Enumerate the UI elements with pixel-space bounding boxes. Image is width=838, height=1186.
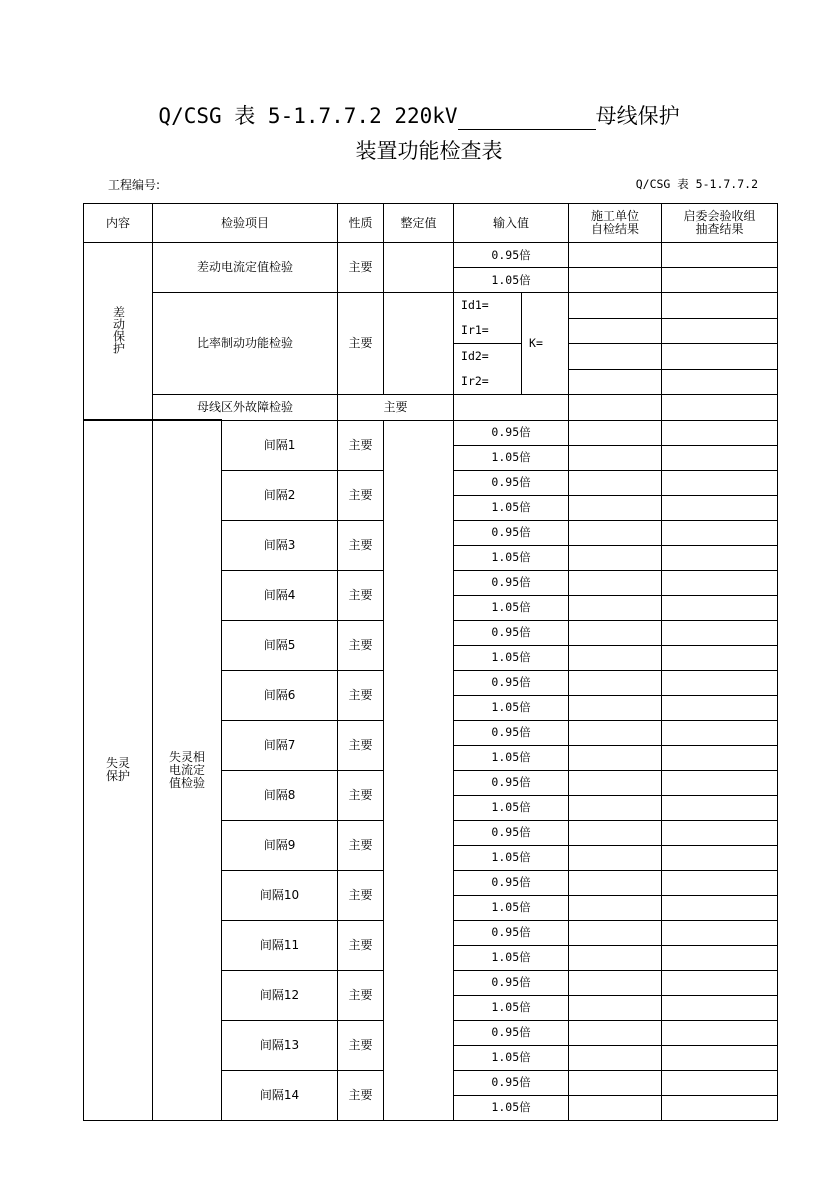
table-row	[84, 204, 778, 243]
ir2-label: Ir2=	[461, 374, 489, 388]
self-check-result-cell[interactable]	[569, 720, 662, 745]
table-row	[84, 293, 778, 319]
input-k: K=	[522, 293, 569, 395]
nature-cell: 主要	[338, 1020, 384, 1070]
self-check-result-cell[interactable]	[569, 695, 662, 720]
header-nature: 性质	[338, 204, 384, 243]
self-check-result-cell[interactable]	[569, 318, 662, 344]
setting-cell[interactable]	[384, 293, 454, 395]
self-check-result-cell[interactable]	[569, 344, 662, 370]
acceptance-result-cell[interactable]	[662, 495, 778, 520]
input-105: 1.05倍	[454, 895, 569, 920]
nature-cell: 主要	[338, 920, 384, 970]
nature-cell: 主要	[338, 243, 384, 293]
input-095: 0.95倍	[454, 820, 569, 845]
acceptance-result-cell[interactable]	[662, 445, 778, 470]
acceptance-result-cell[interactable]	[662, 820, 778, 845]
acceptance-result-cell[interactable]	[662, 1020, 778, 1045]
self-check-result-cell[interactable]	[569, 445, 662, 470]
nature-cell: 主要	[338, 970, 384, 1020]
input-id2-ir2	[454, 344, 522, 395]
header-self-check-text: 施工单位自检结果	[591, 209, 640, 236]
setting-cell[interactable]	[384, 420, 454, 1120]
acceptance-result-cell[interactable]	[662, 1070, 778, 1095]
self-check-result-cell[interactable]	[569, 970, 662, 995]
bay-label: 间隔12	[222, 970, 338, 1020]
acceptance-result-cell[interactable]	[662, 595, 778, 620]
bay-label: 间隔9	[222, 820, 338, 870]
acceptance-result-cell[interactable]	[662, 995, 778, 1020]
acceptance-result-cell[interactable]	[662, 369, 778, 395]
self-check-result-cell[interactable]	[569, 820, 662, 845]
acceptance-result-cell[interactable]	[662, 920, 778, 945]
self-check-result-cell[interactable]	[569, 895, 662, 920]
title-line1	[0, 100, 838, 130]
bay-label: 间隔5	[222, 620, 338, 670]
self-check-result-cell[interactable]	[569, 243, 662, 268]
section-label: 差动保护	[111, 305, 126, 354]
input-095: 0.95倍	[454, 870, 569, 895]
self-check-result-cell[interactable]	[569, 268, 662, 293]
id2-label: Id2=	[461, 349, 489, 363]
input-095: 0.95倍	[454, 470, 569, 495]
acceptance-result-cell[interactable]	[662, 620, 778, 645]
project-number-label: 工程编号:	[108, 178, 161, 192]
acceptance-result-cell[interactable]	[662, 470, 778, 495]
bay-label: 间隔14	[222, 1070, 338, 1120]
acceptance-result-cell[interactable]	[662, 1045, 778, 1070]
header-self-check	[569, 204, 662, 243]
input-095: 0.95倍	[454, 1070, 569, 1095]
self-check-result-cell[interactable]	[569, 995, 662, 1020]
input-095: 0.95倍	[454, 1020, 569, 1045]
acceptance-result-cell[interactable]	[662, 420, 778, 445]
acceptance-result-cell[interactable]	[662, 570, 778, 595]
acceptance-result-cell[interactable]	[662, 970, 778, 995]
acceptance-result-cell[interactable]	[662, 845, 778, 870]
input-105: 1.05倍	[454, 645, 569, 670]
input-095: 0.95倍	[454, 920, 569, 945]
nature-cell: 主要	[338, 870, 384, 920]
section-diff-protection	[84, 243, 153, 421]
input-095: 0.95倍	[454, 970, 569, 995]
header-input: 输入值	[454, 204, 569, 243]
self-check-result-cell[interactable]	[569, 745, 662, 770]
acceptance-result-cell[interactable]	[662, 1095, 778, 1120]
title-prefix: Q/CSG 表 5-1.7.7.2 220kV	[158, 104, 458, 128]
input-105: 1.05倍	[454, 1095, 569, 1120]
self-check-result-cell[interactable]	[569, 495, 662, 520]
header-content: 内容	[84, 204, 153, 243]
acceptance-result-cell[interactable]	[662, 695, 778, 720]
input-105: 1.05倍	[454, 1045, 569, 1070]
input-095: 0.95倍	[454, 420, 569, 445]
acceptance-result-cell[interactable]	[662, 720, 778, 745]
nature-cell: 主要	[338, 670, 384, 720]
self-check-result-cell[interactable]	[569, 1070, 662, 1095]
bay-label: 间隔7	[222, 720, 338, 770]
acceptance-result-cell[interactable]	[662, 344, 778, 370]
self-check-result-cell[interactable]	[569, 570, 662, 595]
bay-label: 间隔13	[222, 1020, 338, 1070]
self-check-result-cell[interactable]	[569, 645, 662, 670]
self-check-result-cell[interactable]	[569, 470, 662, 495]
inspection-table	[83, 203, 778, 1121]
acceptance-result-cell[interactable]	[662, 520, 778, 545]
self-check-result-cell[interactable]	[569, 870, 662, 895]
nature-cell: 主要	[338, 1070, 384, 1120]
acceptance-result-cell[interactable]	[662, 395, 778, 421]
id1-label: Id1=	[461, 298, 489, 312]
input-105: 1.05倍	[454, 545, 569, 570]
input-095: 0.95倍	[454, 770, 569, 795]
section-breaker-failure	[84, 420, 153, 1120]
input-095: 0.95倍	[454, 670, 569, 695]
nature-cell: 主要	[338, 620, 384, 670]
input-095: 0.95倍	[454, 570, 569, 595]
acceptance-result-cell[interactable]	[662, 870, 778, 895]
acceptance-result-cell[interactable]	[662, 318, 778, 344]
item-external-fault: 母线区外故障检验	[153, 395, 338, 421]
self-check-result-cell[interactable]	[569, 620, 662, 645]
self-check-result-cell[interactable]	[569, 369, 662, 395]
section-label: 失灵保护	[105, 756, 130, 784]
input-105: 1.05倍	[454, 695, 569, 720]
form-code: Q/CSG 表 5-1.7.7.2	[635, 177, 758, 191]
acceptance-result-cell[interactable]	[662, 243, 778, 268]
self-check-result-cell[interactable]	[569, 1045, 662, 1070]
acceptance-result-cell[interactable]	[662, 945, 778, 970]
self-check-result-cell[interactable]	[569, 293, 662, 319]
input-105: 1.05倍	[454, 995, 569, 1020]
ir1-label: Ir1=	[461, 323, 489, 337]
nature-cell: 主要	[338, 470, 384, 520]
self-check-result-cell[interactable]	[569, 395, 662, 421]
self-check-result-cell[interactable]	[569, 595, 662, 620]
bay-label: 间隔11	[222, 920, 338, 970]
bay-label: 间隔8	[222, 770, 338, 820]
input-105: 1.05倍	[454, 845, 569, 870]
input-id1-ir1	[454, 293, 522, 344]
input-095: 0.95倍	[454, 720, 569, 745]
voltage-name-blank	[458, 107, 596, 130]
acceptance-result-cell[interactable]	[662, 745, 778, 770]
item-diff-current: 差动电流定值检验	[153, 243, 338, 293]
bay-label: 间隔6	[222, 670, 338, 720]
header-acceptance-text: 启委会验收组抽查结果	[683, 209, 756, 236]
nature-cell: 主要	[338, 293, 384, 395]
acceptance-result-cell[interactable]	[662, 895, 778, 920]
acceptance-result-cell[interactable]	[662, 293, 778, 319]
self-check-result-cell[interactable]	[569, 845, 662, 870]
input-095: 0.95倍	[454, 520, 569, 545]
table-row	[84, 243, 778, 268]
acceptance-result-cell[interactable]	[662, 268, 778, 293]
table-row	[84, 395, 778, 421]
input-095: 0.95倍	[454, 620, 569, 645]
nature-cell: 主要	[338, 395, 454, 421]
input-cell[interactable]	[454, 395, 569, 421]
item-failure-current	[153, 420, 222, 1120]
input-095: 0.95倍	[454, 243, 569, 268]
nature-cell: 主要	[338, 820, 384, 870]
acceptance-result-cell[interactable]	[662, 545, 778, 570]
header-item: 检验项目	[153, 204, 338, 243]
self-check-result-cell[interactable]	[569, 1020, 662, 1045]
bay-label: 间隔4	[222, 570, 338, 620]
header-setting: 整定值	[384, 204, 454, 243]
nature-cell: 主要	[338, 570, 384, 620]
input-105: 1.05倍	[454, 745, 569, 770]
self-check-result-cell[interactable]	[569, 1095, 662, 1120]
bay-label: 间隔10	[222, 870, 338, 920]
input-105: 1.05倍	[454, 495, 569, 520]
header-acceptance	[662, 204, 778, 243]
input-105: 1.05倍	[454, 595, 569, 620]
acceptance-result-cell[interactable]	[662, 795, 778, 820]
nature-cell: 主要	[338, 520, 384, 570]
setting-cell[interactable]	[384, 243, 454, 293]
self-check-result-cell[interactable]	[569, 545, 662, 570]
nature-cell: 主要	[338, 720, 384, 770]
self-check-result-cell[interactable]	[569, 670, 662, 695]
title-line2: 装置功能检查表	[355, 139, 503, 163]
bay-label: 间隔1	[222, 420, 338, 470]
input-105: 1.05倍	[454, 268, 569, 293]
input-105: 1.05倍	[454, 795, 569, 820]
title-suffix: 母线保护	[595, 104, 680, 128]
self-check-result-cell[interactable]	[569, 920, 662, 945]
item-ratio-restraint: 比率制动功能检验	[153, 293, 338, 395]
input-105: 1.05倍	[454, 945, 569, 970]
self-check-result-cell[interactable]	[569, 945, 662, 970]
nature-cell: 主要	[338, 770, 384, 820]
self-check-result-cell[interactable]	[569, 795, 662, 820]
table-row	[84, 420, 778, 445]
acceptance-result-cell[interactable]	[662, 770, 778, 795]
bay-label: 间隔3	[222, 520, 338, 570]
self-check-result-cell[interactable]	[569, 520, 662, 545]
item-label: 失灵相电流定值检验	[168, 749, 205, 790]
bay-label: 间隔2	[222, 470, 338, 520]
nature-cell: 主要	[338, 420, 384, 470]
acceptance-result-cell[interactable]	[662, 645, 778, 670]
self-check-result-cell[interactable]	[569, 420, 662, 445]
input-105: 1.05倍	[454, 445, 569, 470]
acceptance-result-cell[interactable]	[662, 670, 778, 695]
self-check-result-cell[interactable]	[569, 770, 662, 795]
